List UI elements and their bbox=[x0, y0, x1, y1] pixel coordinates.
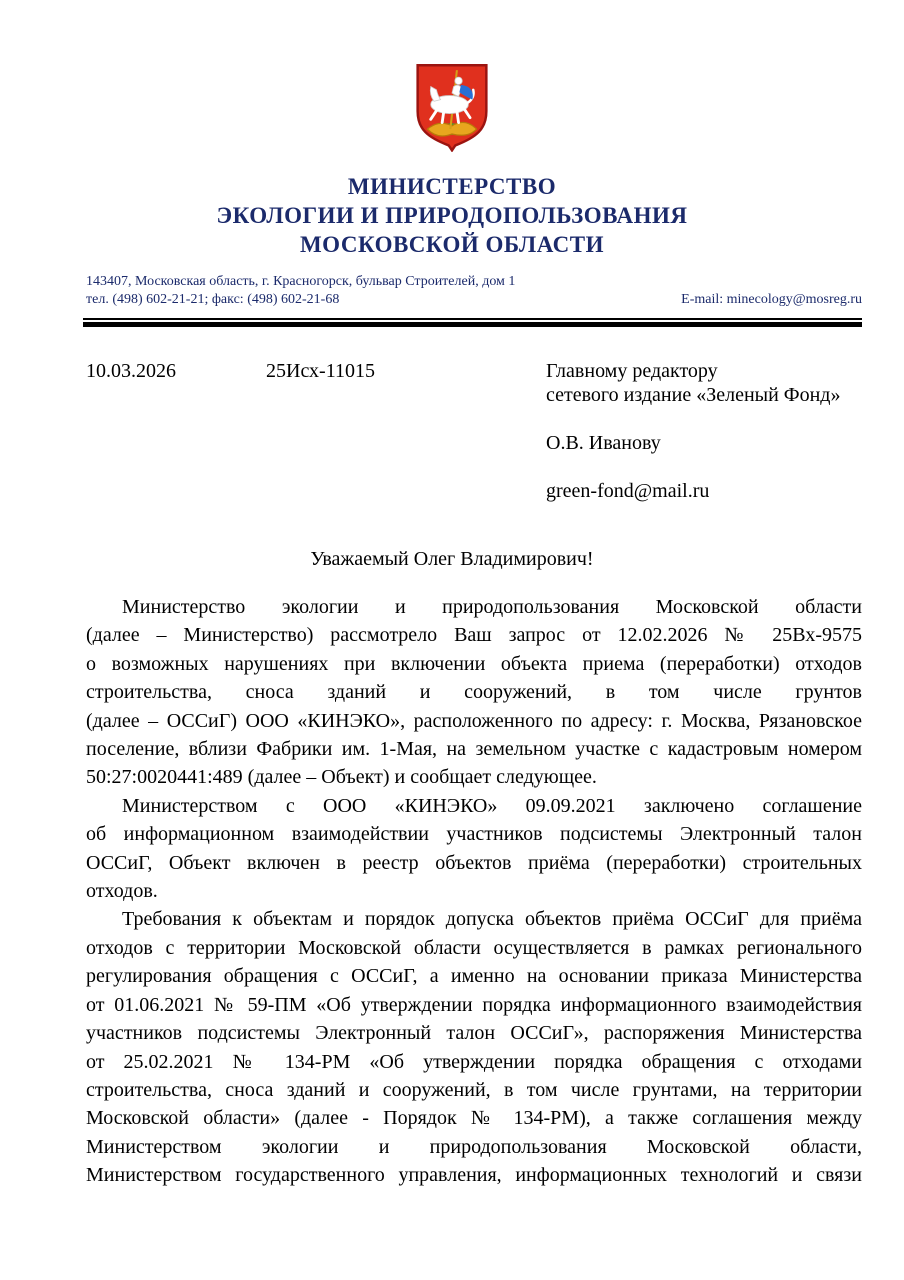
paragraph-3 bbox=[86, 905, 862, 1189]
body-line: Министерство экологии и природопользования Московской области bbox=[122, 596, 862, 618]
letter-body bbox=[86, 593, 862, 1190]
body-line: Требования к объектам и порядок допуска объектов приёма ОССиГ для приёма bbox=[122, 908, 862, 931]
body-line: (далее – Министерство) рассмотрело Ваш запрос от 12.02.2026 № 25Вх-9575 bbox=[86, 624, 862, 647]
body-line: отходов с территории Московской области осуществляется в рамках регионального bbox=[86, 936, 862, 959]
ministry-title-line-1: МИНИСТЕРСТВО bbox=[347, 174, 557, 199]
body-line: ОССиГ, Объект включен в реестр объектов приёма (переработки) строительных bbox=[86, 851, 862, 874]
body-line: Министерством экологии и природопользования Московской области, bbox=[86, 1135, 862, 1158]
body-line: поселение, вблизи Фабрики им. 1-Мая, на земельном участке с кадастровым номером bbox=[86, 738, 862, 761]
body-line: Московской области» (далее - Порядок № 134-РМ), а также соглашения между bbox=[86, 1107, 862, 1130]
body-line: (далее – ОССиГ) ООО «КИНЭКО», расположенного по адресу: г. Москва, Рязановское bbox=[86, 709, 862, 732]
recipient-line-2: сетевого издание «Зеленый Фонд» bbox=[546, 384, 841, 406]
outgoing-number: 25Исх-11015 bbox=[266, 360, 375, 382]
address-phone-block bbox=[86, 273, 515, 309]
letterhead-contacts bbox=[86, 273, 862, 309]
separator-rule-thin bbox=[83, 318, 862, 320]
letterhead bbox=[0, 0, 904, 327]
body-line: Министерством с ООО «КИНЭКО» 09.09.2021 заключено соглашение bbox=[122, 794, 862, 817]
body-line: об информационном взаимодействии участников подсистемы Электронный талон bbox=[86, 823, 862, 846]
coat-of-arms-icon bbox=[410, 62, 494, 152]
recipient-block bbox=[546, 359, 862, 503]
body-line: от 25.02.2021 № 134-РМ «Об утверждении порядка обращения с отходами bbox=[86, 1050, 862, 1073]
separator-rule bbox=[83, 318, 862, 327]
body-line: Министерством государственного управления, информационных технологий и связи bbox=[86, 1164, 862, 1187]
body-line: от 01.06.2021 № 59-ПМ «Об утверждении порядка информационного взаимодействия bbox=[86, 993, 862, 1016]
salutation: Уважаемый Олег Владимирович! bbox=[310, 548, 594, 570]
recipient-email: green-fond@mail.ru bbox=[546, 480, 710, 502]
address-line: 143407, Московская область, г. Красногорск, бульвар Строителей, дом 1 bbox=[86, 274, 516, 289]
ministry-title-line-2: ЭКОЛОГИИ И ПРИРОДОПОЛЬЗОВАНИЯ bbox=[216, 203, 688, 228]
paragraph-2 bbox=[86, 792, 862, 906]
paragraph-1 bbox=[86, 593, 862, 792]
letter-date: 10.03.2026 bbox=[86, 360, 176, 382]
reference-section bbox=[86, 359, 862, 503]
email-line: E-mail: minecology@mosreg.ru bbox=[681, 292, 862, 307]
phone-fax-line: тел. (498) 602-21-21; факс: (498) 602-21-68 bbox=[86, 292, 340, 307]
ministry-title-line-3: МОСКОВСКОЙ ОБЛАСТИ bbox=[299, 232, 605, 257]
body-line: регулирования обращения с ОССиГ, а именно на основании приказа Министерства bbox=[86, 965, 862, 988]
recipient-name: О.В. Иванову bbox=[546, 432, 661, 454]
body-line: о возможных нарушениях при включении объекта приема (переработки) отходов bbox=[86, 652, 862, 675]
body-line: строительства, сноса зданий и сооружений, в том числе грунтов bbox=[86, 681, 862, 704]
recipient-line-1: Главному редактору bbox=[546, 360, 718, 382]
body-line: отходов. bbox=[86, 880, 158, 903]
body-line: участников подсистемы Электронный талон ОССиГ», распоряжения Министерства bbox=[86, 1022, 862, 1045]
ministry-title bbox=[0, 172, 904, 259]
body-line: 50:27:0020441:489 (далее – Объект) и сообщает следующее. bbox=[86, 766, 597, 789]
separator-rule-thick bbox=[83, 322, 862, 327]
body-line: строительства, сноса зданий и сооружений, в том числе грунтами, на территории bbox=[86, 1078, 862, 1101]
